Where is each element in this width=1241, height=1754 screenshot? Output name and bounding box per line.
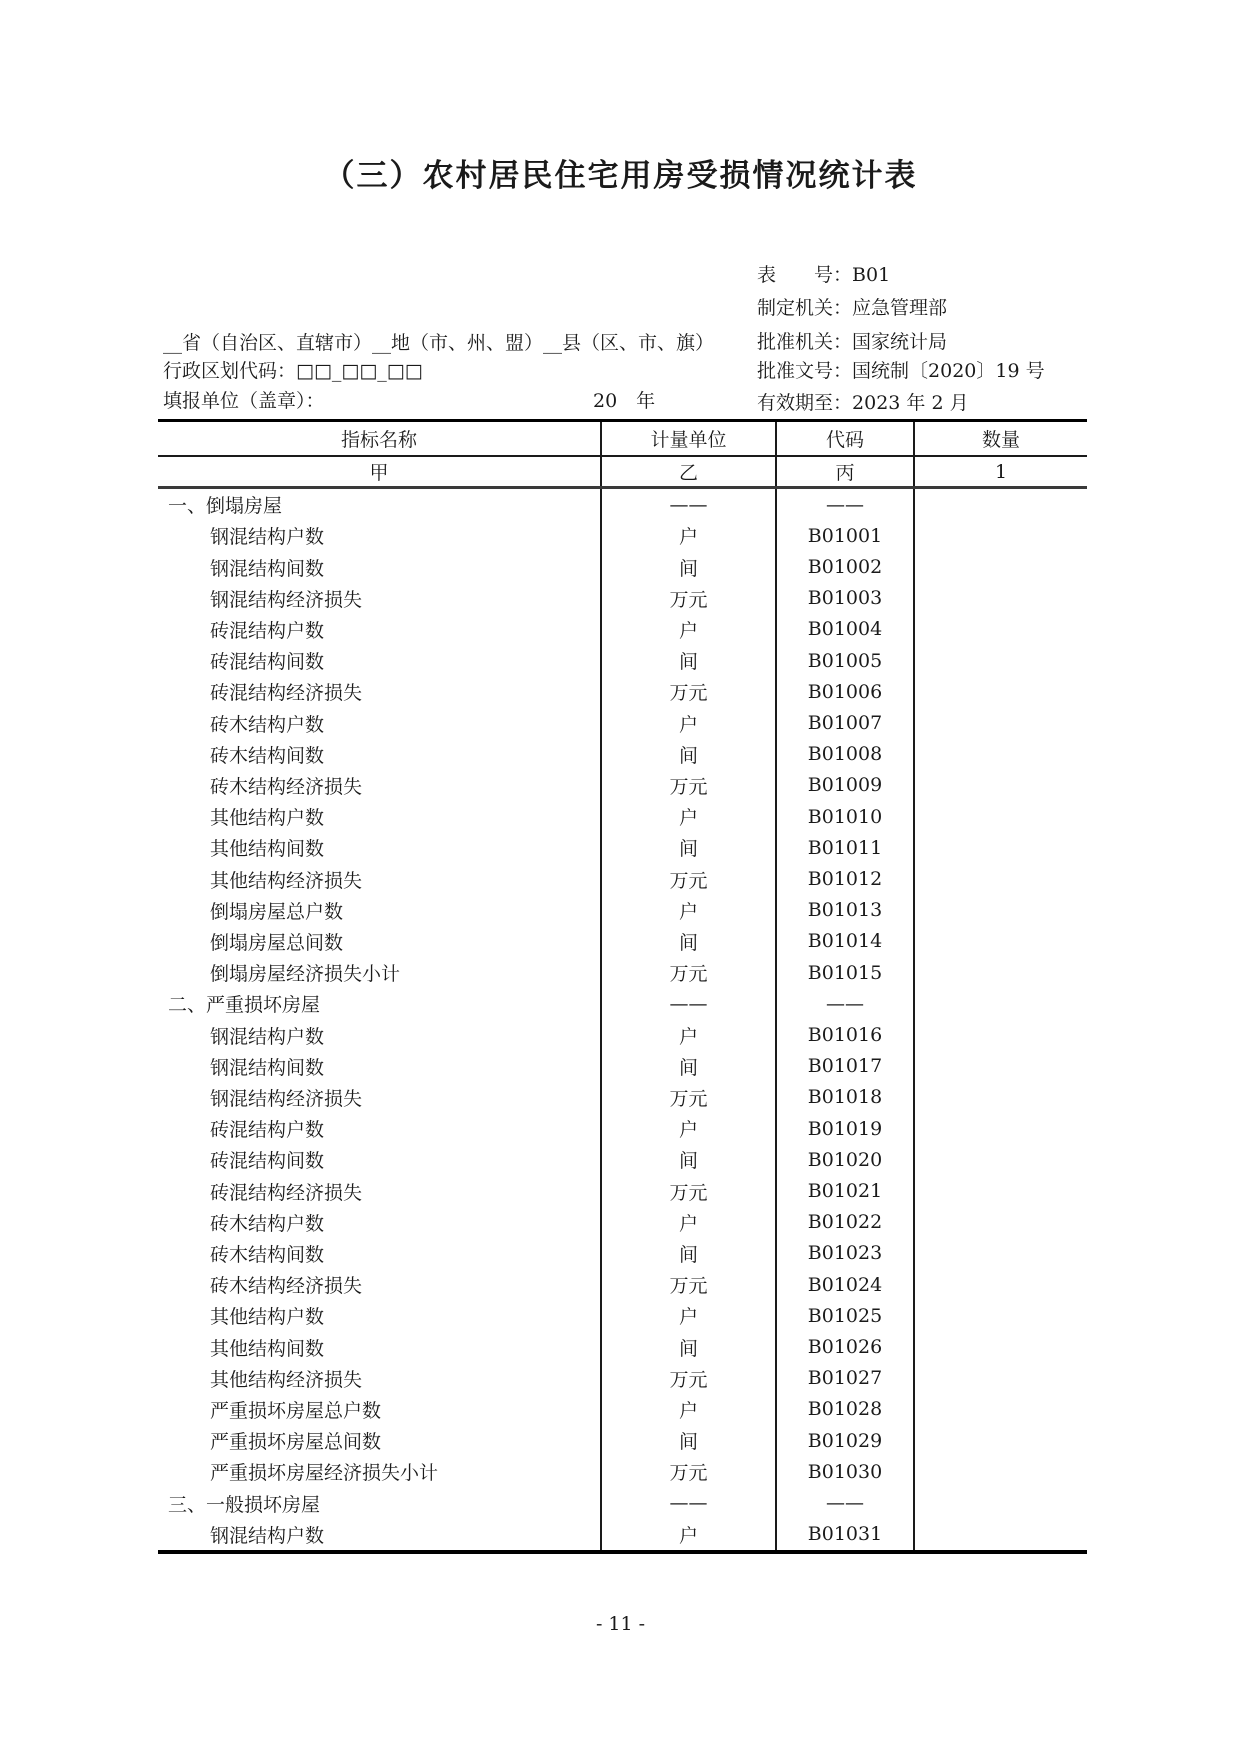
code-cell: B01001 (775, 520, 913, 551)
valid-until-label: 有效期至： (757, 392, 853, 414)
unit-cell: 户 (600, 520, 775, 551)
subheader-bing: 丙 (775, 457, 913, 486)
table-row (158, 1238, 1087, 1269)
quantity-cell (913, 957, 1087, 988)
unit-cell: 间 (600, 1144, 775, 1175)
approval-doc-number-line (757, 358, 1045, 384)
indicator-name-cell: 其他结构户数 (210, 1306, 325, 1329)
unit-cell: —— (600, 988, 775, 1019)
unit-cell: 万元 (600, 863, 775, 894)
indicator-name-cell: 严重损坏房屋总间数 (210, 1431, 382, 1454)
statistics-table (158, 419, 1087, 1554)
table-row (158, 926, 1087, 957)
unit-cell: 万元 (600, 1175, 775, 1206)
code-cell: B01019 (775, 1113, 913, 1144)
quantity-cell (913, 1456, 1087, 1487)
table-row (158, 1269, 1087, 1300)
code-cell: B01004 (775, 614, 913, 645)
code-cell: B01012 (775, 863, 913, 894)
table-row (158, 1175, 1087, 1206)
indicator-name-cell: 钢混结构间数 (210, 1056, 325, 1079)
issuing-agency-value: 应急管理部 (852, 297, 948, 319)
code-cell: B01030 (775, 1456, 913, 1487)
indicator-name-cell: 砖混结构经济损失 (210, 1181, 363, 1204)
unit-cell: 户 (600, 1019, 775, 1050)
unit-cell: —— (600, 489, 775, 520)
quantity-cell (913, 895, 1087, 926)
header-unit-of-measure: 计量单位 (600, 422, 775, 455)
quantity-cell (913, 1488, 1087, 1519)
quantity-cell (913, 1051, 1087, 1082)
indicator-name-cell: 三、一般损坏房屋 (168, 1493, 321, 1516)
unit-cell: 间 (600, 1331, 775, 1362)
code-cell: B01024 (775, 1269, 913, 1300)
indicator-name-cell: 砖混结构间数 (210, 1150, 325, 1173)
code-cell: B01022 (775, 1207, 913, 1238)
indicator-name-cell: 其他结构经济损失 (210, 1368, 363, 1391)
code-cell: B01028 (775, 1394, 913, 1425)
quantity-cell (913, 614, 1087, 645)
indicator-name-cell: 砖混结构经济损失 (210, 682, 363, 705)
unit-cell: 万元 (600, 1269, 775, 1300)
admin-division-code-line: 行政区划代码：□□_□□_□□ (163, 360, 423, 382)
quantity-cell (913, 676, 1087, 707)
code-cell: B01006 (775, 676, 913, 707)
unit-cell: 间 (600, 1425, 775, 1456)
page-number: - 11 - (595, 1613, 646, 1635)
unit-cell: 万元 (600, 1082, 775, 1113)
header-indicator-name: 指标名称 (340, 429, 417, 451)
table-header-row (158, 422, 1087, 457)
indicator-name-cell: 严重损坏房屋总户数 (210, 1399, 382, 1422)
code-cell: —— (775, 1488, 913, 1519)
indicator-name-cell: 倒塌房屋经济损失小计 (210, 963, 401, 986)
table-row (158, 1488, 1087, 1519)
quantity-cell (913, 1207, 1087, 1238)
unit-cell: 间 (600, 1051, 775, 1082)
table-row (158, 1456, 1087, 1487)
subheader-jia: 甲 (369, 462, 389, 484)
code-cell: B01014 (775, 926, 913, 957)
table-row (158, 676, 1087, 707)
table-row (158, 1331, 1087, 1362)
indicator-name-cell: 倒塌房屋总户数 (210, 900, 344, 923)
code-cell: B01003 (775, 583, 913, 614)
quantity-cell (913, 583, 1087, 614)
quantity-cell (913, 1394, 1087, 1425)
issuing-agency-line (757, 295, 947, 321)
quantity-cell (913, 489, 1087, 520)
quantity-cell (913, 1269, 1087, 1300)
table-row (158, 551, 1087, 582)
report-year-blank: 20 年 (593, 390, 656, 412)
table-row (158, 988, 1087, 1019)
quantity-cell (913, 1082, 1087, 1113)
indicator-name-cell: 其他结构经济损失 (210, 869, 363, 892)
valid-until-value: 2023 年 2 月 (852, 392, 969, 414)
valid-until-line (757, 390, 969, 416)
indicator-name-cell: 其他结构间数 (210, 838, 325, 861)
code-cell: B01025 (775, 1300, 913, 1331)
indicator-name-cell: 钢混结构户数 (210, 1524, 325, 1547)
table-row (158, 1300, 1087, 1331)
unit-cell: 间 (600, 1238, 775, 1269)
table-subheader-row (158, 457, 1087, 489)
code-cell: B01018 (775, 1082, 913, 1113)
header-code: 代码 (775, 422, 913, 455)
code-cell: B01020 (775, 1144, 913, 1175)
reporting-unit-label: 填报单位（盖章）： (163, 390, 325, 412)
quantity-cell (913, 801, 1087, 832)
issuing-agency-label: 制定机关： (757, 297, 853, 319)
indicator-name-cell: 砖木结构户数 (210, 713, 325, 736)
indicator-name-cell: 砖木结构间数 (210, 1243, 325, 1266)
quantity-cell (913, 645, 1087, 676)
form-number-line (757, 262, 890, 288)
table-row (158, 770, 1087, 801)
code-cell: B01002 (775, 551, 913, 582)
indicator-name-cell: 砖木结构经济损失 (210, 1275, 363, 1298)
subheader-1: 1 (913, 457, 1087, 486)
unit-cell: —— (600, 1488, 775, 1519)
indicator-name-cell: 砖混结构户数 (210, 619, 325, 642)
table-row (158, 1019, 1087, 1050)
unit-cell: 万元 (600, 957, 775, 988)
code-cell: B01015 (775, 957, 913, 988)
table-row (158, 489, 1087, 520)
table-row (158, 1082, 1087, 1113)
table-body (158, 489, 1087, 1550)
table-row (158, 583, 1087, 614)
quantity-cell (913, 1519, 1087, 1550)
unit-cell: 间 (600, 739, 775, 770)
indicator-name-cell: 砖混结构户数 (210, 1119, 325, 1142)
code-cell: —— (775, 489, 913, 520)
unit-cell: 万元 (600, 583, 775, 614)
approving-agency-label: 批准机关： (757, 331, 853, 353)
indicator-name-cell: 严重损坏房屋经济损失小计 (210, 1462, 439, 1485)
indicator-name-cell: 砖混结构间数 (210, 651, 325, 674)
unit-cell: 间 (600, 551, 775, 582)
table-row (158, 1144, 1087, 1175)
indicator-name-cell: 钢混结构户数 (210, 526, 325, 549)
unit-cell: 户 (600, 1300, 775, 1331)
indicator-name-cell: 倒塌房屋总间数 (210, 931, 344, 954)
indicator-name-cell: 砖木结构户数 (210, 1212, 325, 1235)
page-title: （三）农村居民住宅用房受损情况统计表 (323, 158, 918, 194)
unit-cell: 户 (600, 801, 775, 832)
table-row (158, 1425, 1087, 1456)
indicator-name-cell: 二、严重损坏房屋 (168, 994, 321, 1017)
quantity-cell (913, 739, 1087, 770)
unit-cell: 间 (600, 832, 775, 863)
unit-cell: 户 (600, 1394, 775, 1425)
unit-cell: 万元 (600, 676, 775, 707)
table-row (158, 1394, 1087, 1425)
subheader-yi: 乙 (600, 457, 775, 486)
indicator-name-cell: 一、倒塌房屋 (168, 495, 283, 518)
code-cell: B01023 (775, 1238, 913, 1269)
unit-cell: 间 (600, 645, 775, 676)
unit-cell: 户 (600, 1113, 775, 1144)
table-row (158, 957, 1087, 988)
table-row (158, 1113, 1087, 1144)
table-row (158, 1051, 1087, 1082)
approval-doc-number-label: 批准文号： (757, 360, 853, 382)
unit-cell: 间 (600, 926, 775, 957)
code-cell: B01005 (775, 645, 913, 676)
quantity-cell (913, 1238, 1087, 1269)
quantity-cell (913, 1331, 1087, 1362)
code-cell: B01027 (775, 1363, 913, 1394)
unit-cell: 户 (600, 1207, 775, 1238)
code-cell: B01016 (775, 1019, 913, 1050)
code-cell: B01013 (775, 895, 913, 926)
code-cell: B01011 (775, 832, 913, 863)
quantity-cell (913, 988, 1087, 1019)
unit-cell: 万元 (600, 1456, 775, 1487)
code-cell: B01007 (775, 707, 913, 738)
code-cell: B01010 (775, 801, 913, 832)
quantity-cell (913, 1113, 1087, 1144)
table-row (158, 1207, 1087, 1238)
quantity-cell (913, 707, 1087, 738)
quantity-cell (913, 551, 1087, 582)
header-quantity: 数量 (913, 422, 1087, 455)
table-row (158, 614, 1087, 645)
code-cell: B01026 (775, 1331, 913, 1362)
form-number-value: B01 (852, 264, 891, 286)
unit-cell: 户 (600, 895, 775, 926)
quantity-cell (913, 863, 1087, 894)
indicator-name-cell: 钢混结构经济损失 (210, 588, 363, 611)
table-row (158, 739, 1087, 770)
code-cell: B01031 (775, 1519, 913, 1550)
indicator-name-cell: 砖木结构经济损失 (210, 775, 363, 798)
unit-cell: 户 (600, 1519, 775, 1550)
indicator-name-cell: 钢混结构经济损失 (210, 1087, 363, 1110)
code-cell: —— (775, 988, 913, 1019)
unit-cell: 万元 (600, 770, 775, 801)
table-row (158, 645, 1087, 676)
approval-doc-number-value: 国统制〔2020〕19 号 (852, 360, 1045, 382)
table-row (158, 1363, 1087, 1394)
table-row (158, 707, 1087, 738)
form-number-label: 表 号： (757, 264, 853, 286)
quantity-cell (913, 1300, 1087, 1331)
unit-cell: 户 (600, 707, 775, 738)
code-cell: B01029 (775, 1425, 913, 1456)
table-row (158, 1519, 1087, 1550)
indicator-name-cell: 钢混结构户数 (210, 1025, 325, 1048)
approving-agency-line (757, 329, 947, 355)
table-row (158, 863, 1087, 894)
table-row (158, 895, 1087, 926)
indicator-name-cell: 砖木结构间数 (210, 744, 325, 767)
code-cell: B01017 (775, 1051, 913, 1082)
quantity-cell (913, 1019, 1087, 1050)
quantity-cell (913, 770, 1087, 801)
quantity-cell (913, 926, 1087, 957)
quantity-cell (913, 832, 1087, 863)
quantity-cell (913, 1363, 1087, 1394)
indicator-name-cell: 其他结构间数 (210, 1337, 325, 1360)
table-row (158, 520, 1087, 551)
region-blank-line: __省（自治区、直辖市）__地（市、州、盟）__县（区、市、旗） (163, 332, 715, 354)
approving-agency-value: 国家统计局 (852, 331, 948, 353)
unit-cell: 户 (600, 614, 775, 645)
quantity-cell (913, 520, 1087, 551)
quantity-cell (913, 1425, 1087, 1456)
quantity-cell (913, 1175, 1087, 1206)
unit-cell: 万元 (600, 1363, 775, 1394)
code-cell: B01008 (775, 739, 913, 770)
quantity-cell (913, 1144, 1087, 1175)
code-cell: B01009 (775, 770, 913, 801)
table-row (158, 801, 1087, 832)
indicator-name-cell: 钢混结构间数 (210, 557, 325, 580)
indicator-name-cell: 其他结构户数 (210, 807, 325, 830)
table-row (158, 832, 1087, 863)
code-cell: B01021 (775, 1175, 913, 1206)
